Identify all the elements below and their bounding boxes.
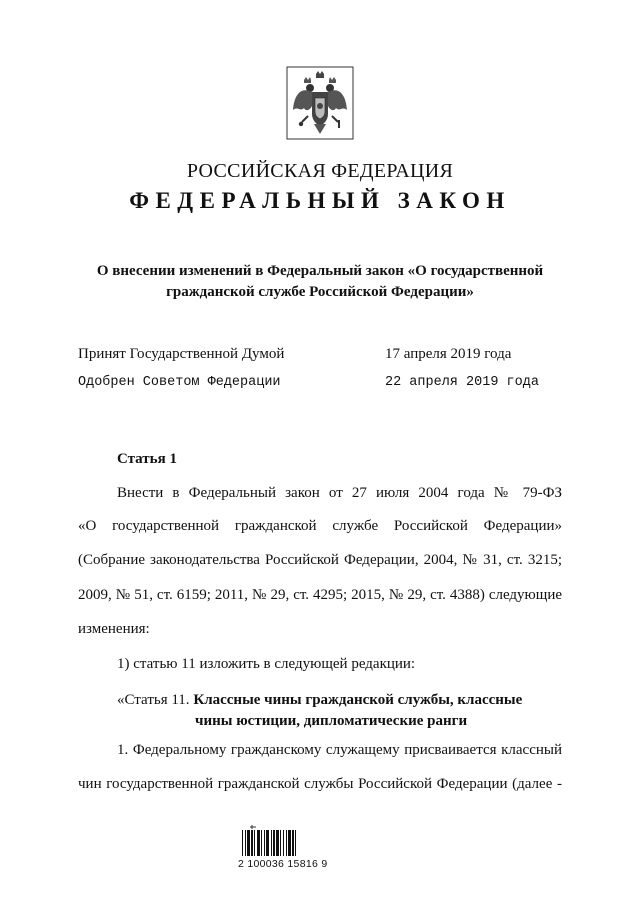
article-text-line: (Собрание законодательства Российской Федерации, 2004, № 31, ст. 3215; [78, 552, 562, 568]
quoted-article-heading [117, 690, 522, 732]
article-text-line: «О государственной гражданской службе Российской Федерации» [78, 518, 562, 534]
adoption-duma-date: 17 апреля 2019 года [385, 346, 512, 362]
barcode-number: 2 100036 15816 9 [238, 858, 328, 870]
article-body-line: чин государственной гражданской службы Российской Федерации (далее - [78, 776, 562, 792]
quoted-article-title-line-1: Классные чины гражданской службы, классные [193, 692, 523, 708]
coat-of-arms-icon [286, 66, 354, 140]
law-title [60, 261, 580, 303]
document-type: ФЕДЕРАЛЬНЫЙ ЗАКОН [129, 188, 511, 213]
quoted-article-prefix: «Статья 11. [117, 692, 190, 708]
adoption-council-label: Одобрен Советом Федерации [78, 375, 281, 390]
adoption-duma-label: Принят Государственной Думой [78, 346, 285, 362]
law-title-line-1: О внесении изменений в Федеральный закон «О государственной [96, 263, 544, 279]
quoted-article-title-line-2: чины юстиции, дипломатические ранги [195, 713, 468, 729]
adoption-council-date: 22 апреля 2019 года [385, 375, 539, 390]
article-text-line: 2009, № 51, ст. 6159; 2011, № 29, ст. 4295; 2015, № 29, ст. 4388) следующие [78, 587, 562, 603]
article-heading: Статья 1 [117, 451, 177, 467]
state-name: РОССИЙСКАЯ ФЕДЕРАЦИЯ [186, 160, 454, 182]
barcode-icon [240, 822, 330, 882]
law-title-line-2: гражданской службе Российской Федерации» [166, 284, 474, 300]
article-text-line: изменения: [78, 621, 150, 637]
article-text-line: Внести в Федеральный закон от 27 июля 2004 года № 79-ФЗ [117, 485, 562, 501]
article-body-line: 1. Федеральному гражданскому служащему присваивается классный [117, 742, 562, 758]
article-text-line: 1) статью 11 изложить в следующей редакции: [117, 656, 416, 672]
